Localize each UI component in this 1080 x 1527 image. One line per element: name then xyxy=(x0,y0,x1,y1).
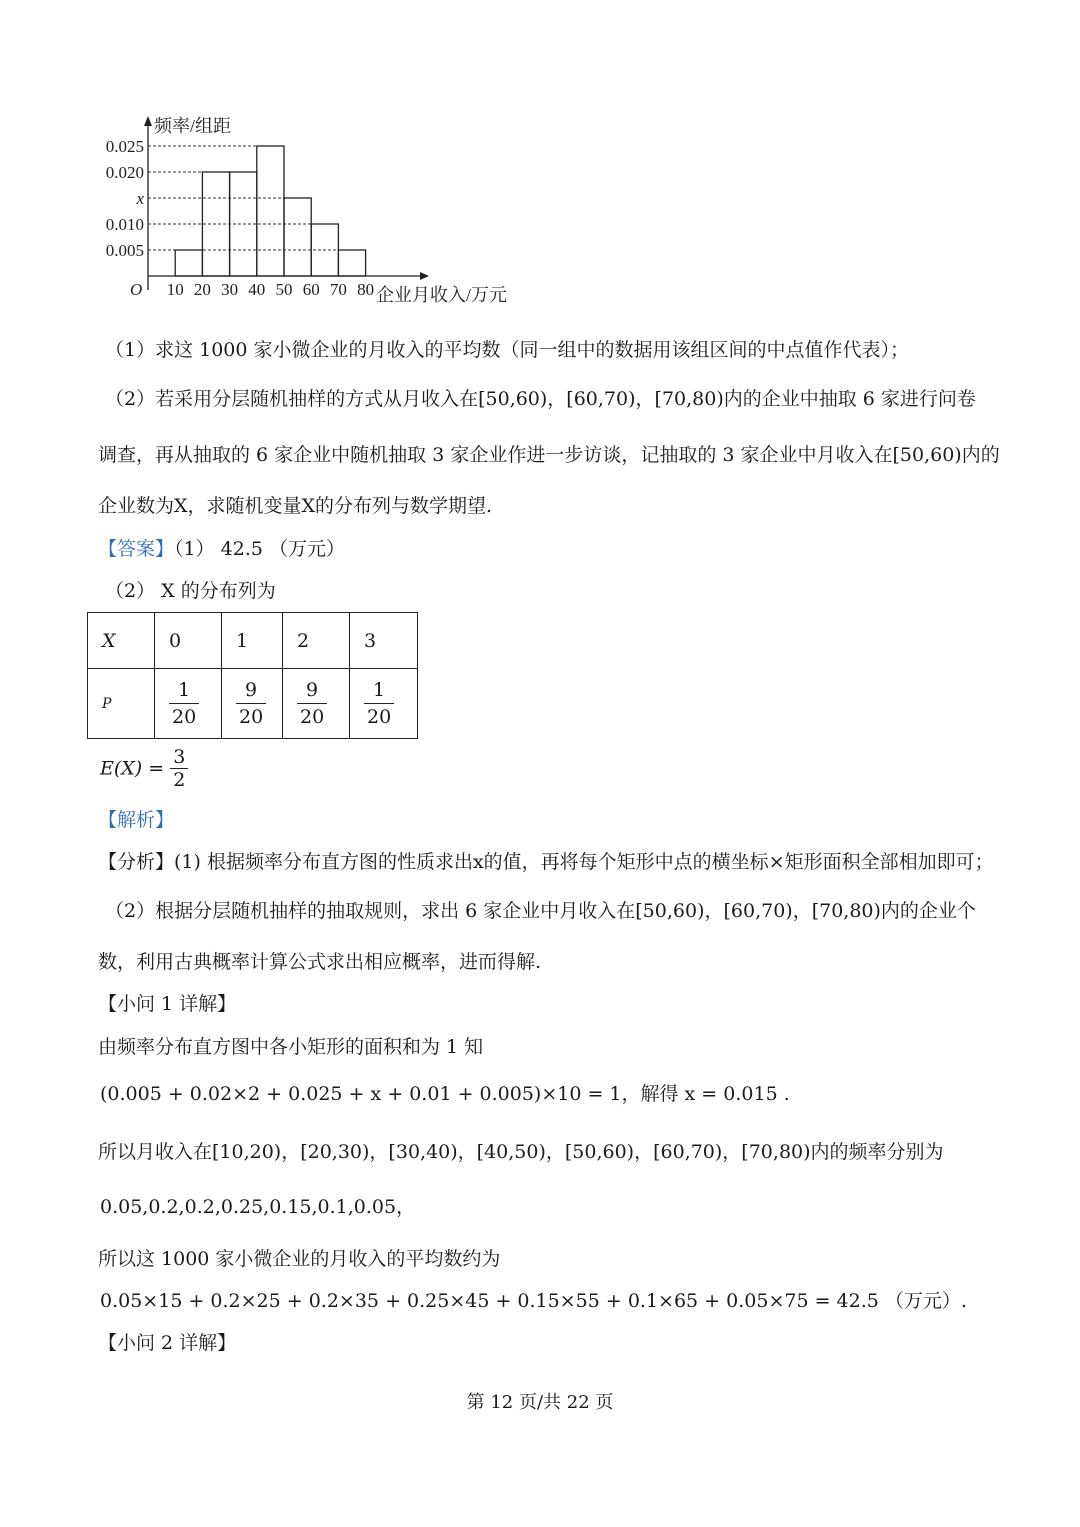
x-tick-label-3: 40 xyxy=(248,280,266,299)
p-denominator-1: 20 xyxy=(239,706,264,728)
x-value-1: 1 xyxy=(222,613,283,669)
x-tick-label-4: 50 xyxy=(275,280,293,299)
p-value-0 xyxy=(155,669,222,739)
answer-1: （1） 42.5 （万元） xyxy=(174,538,345,560)
expectation-lhs: E(X) = xyxy=(100,757,165,780)
table-row-x xyxy=(88,613,418,669)
detail-1-line-3: 所以月收入在[10,20)，[20,30)，[30,40)，[40,50)，[50,60)，[60,70)，[70,80)内的频率分别为 xyxy=(98,1141,944,1163)
expectation-denominator: 2 xyxy=(173,769,186,791)
fenxi-1: (1) 根据频率分布直方图的性质求出x的值，再将每个矩形中点的横坐标×矩形面积全部相加即可； xyxy=(174,851,994,873)
origin-label: O xyxy=(130,280,143,299)
y-tick-label-2: x xyxy=(136,189,144,208)
detail-1-mean: 0.05×15 + 0.2×25 + 0.2×35 + 0.25×45 + 0.15×55 + 0.1×65 + 0.05×75 = 42.5 （万元）. xyxy=(100,1290,967,1312)
y-tick-label-1: 0.020 xyxy=(105,163,144,182)
p-value-1 xyxy=(222,669,283,739)
detail-1-line-1: 由频率分布直方图中各小矩形的面积和为 1 知 xyxy=(98,1036,484,1058)
x-value-3: 3 xyxy=(350,613,418,669)
sub-question-1-tag: 【小问 1 详解】 xyxy=(98,993,237,1015)
question-2-line-1: （2）若采用分层随机抽样的方式从月收入在[50,60)，[60,70)，[70,80)内的企业中抽取 6 家进行问卷 xyxy=(105,388,976,410)
expectation xyxy=(100,746,188,791)
table-row-p xyxy=(88,669,418,739)
histogram-bar-3 xyxy=(257,146,284,276)
fenxi-row xyxy=(98,849,994,875)
p-denominator-0: 20 xyxy=(172,706,197,728)
y-tick-label-0: 0.025 xyxy=(105,137,144,156)
y-tick-label-4: 0.005 xyxy=(105,241,144,260)
page-footer: 第 12 页/共 22 页 xyxy=(466,1392,614,1413)
analysis-tag: 【解析】 xyxy=(98,809,175,831)
sub-question-2-tag: 【小问 2 详解】 xyxy=(98,1332,237,1354)
detail-1-line-5: 所以这 1000 家小微企业的月收入的平均数约为 xyxy=(98,1248,501,1270)
x-tick-label-6: 70 xyxy=(329,280,347,299)
distribution-table xyxy=(87,612,418,739)
p-value-3 xyxy=(350,669,418,739)
expectation-numerator: 3 xyxy=(170,746,188,769)
y-tick-label-3: 0.010 xyxy=(105,215,144,234)
histogram-bar-6 xyxy=(338,250,365,276)
y-axis-arrow xyxy=(144,116,152,126)
x-tick-label-5: 60 xyxy=(302,280,320,299)
question-2-line-3: 企业数为X，求随机变量X的分布列与数学期望. xyxy=(98,495,493,517)
p-numerator-1: 9 xyxy=(236,677,266,704)
x-tick-label-1: 20 xyxy=(193,280,211,299)
y-axis-label: 频率/组距 xyxy=(154,116,232,136)
x-axis-arrow xyxy=(420,272,429,280)
fenxi-2-line-2: 数，利用古典概率计算公式求出相应概率，进而得解. xyxy=(98,951,542,973)
fenxi-tag: 【分析】 xyxy=(98,851,175,873)
histogram-bar-4 xyxy=(284,198,311,276)
x-header: X xyxy=(88,613,155,669)
question-1: （1）求这 1000 家小微企业的月收入的平均数（同一组中的数据用该组区间的中点值作代表）； xyxy=(105,339,910,361)
x-value-0: 0 xyxy=(155,613,222,669)
x-tick-label-2: 30 xyxy=(221,280,239,299)
answer-row xyxy=(98,536,345,562)
answer-tag: 【答案】 xyxy=(98,538,175,560)
histogram-bar-0 xyxy=(175,250,202,276)
detail-1-frequencies: 0.05,0.2,0.2,0.25,0.15,0.1,0.05， xyxy=(100,1196,416,1218)
x-axis-label: 企业月收入/万元 xyxy=(376,285,508,305)
fenxi-2-line-1: （2）根据分层随机抽样的抽取规则，求出 6 家企业中月收入在[50,60)，[60,70)，[70,80)内的企业个 xyxy=(105,900,976,922)
p-value-2 xyxy=(283,669,350,739)
p-header: P xyxy=(88,669,155,739)
p-numerator-0: 1 xyxy=(169,677,199,704)
histogram-layer xyxy=(106,116,507,305)
question-2-line-2: 调查，再从抽取的 6 家企业中随机抽取 3 家企业作进一步访谈，记抽取的 3 家企业中月收入在[50,60)内的 xyxy=(98,444,1000,466)
p-numerator-2: 9 xyxy=(297,677,327,704)
detail-1-equation: (0.005 + 0.02×2 + 0.025 + x + 0.01 + 0.005)×10 = 1，解得 x = 0.015 . xyxy=(100,1083,790,1105)
x-value-2: 2 xyxy=(283,613,350,669)
p-denominator-3: 20 xyxy=(367,706,392,728)
p-numerator-3: 1 xyxy=(364,677,394,704)
answer-2-intro: （2） X 的分布列为 xyxy=(105,580,276,602)
x-tick-label-7: 80 xyxy=(357,280,375,299)
frequency-histogram xyxy=(90,108,530,308)
p-denominator-2: 20 xyxy=(300,706,325,728)
x-tick-label-0: 10 xyxy=(166,280,184,299)
